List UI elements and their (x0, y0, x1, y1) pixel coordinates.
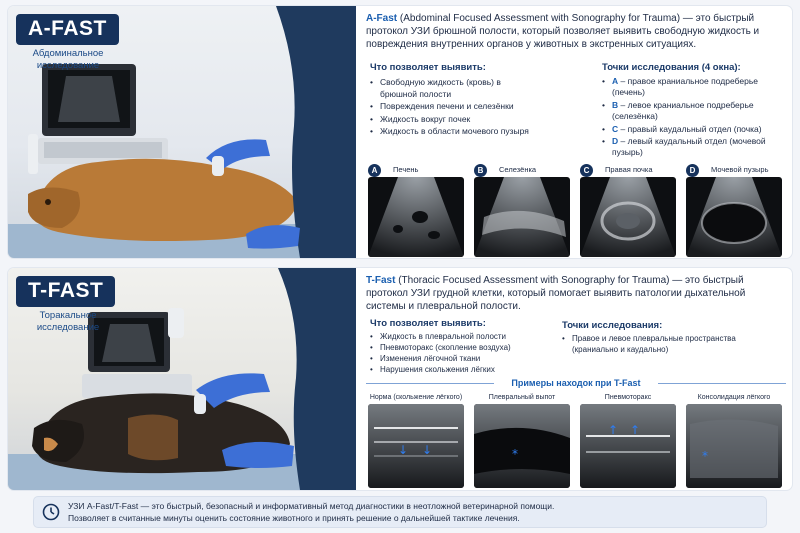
tfast-content (366, 268, 786, 490)
list-item: • Повреждения печени и селезёнки (370, 100, 580, 112)
afast-panel (8, 6, 792, 258)
ultrasound-image (580, 404, 676, 488)
footer-text (68, 500, 554, 524)
tfast-points-heading: Точки исследования: (562, 320, 663, 331)
svg-text:*: * (512, 447, 518, 461)
afast-detect-list (370, 76, 580, 137)
tfast-image-pneumothorax: Пневмоторакс ↑ ↑ (580, 392, 676, 488)
afast-image-liver: A Печень (368, 163, 464, 257)
tfast-intro-term: T-Fast (366, 275, 396, 286)
badge-c: C (580, 164, 593, 177)
badge-b: B (474, 164, 487, 177)
footer-note (34, 497, 766, 527)
clock-icon (42, 503, 60, 521)
ultrasound-image (368, 404, 464, 488)
list-item: • Жидкость в плевральной полости (370, 331, 570, 342)
afast-content (366, 6, 786, 258)
afast-detect-heading: Что позволяет выявить: (370, 62, 486, 73)
ultrasound-image (686, 404, 782, 488)
tfast-photo (8, 268, 356, 490)
afast-intro-term: A-Fast (366, 13, 398, 24)
badge-a: A (368, 164, 381, 177)
tfast-image-normal: Норма (скольжение лёгкого) ↓ ↓ (368, 392, 464, 488)
list-item: • D – левый каудальный отдел (мочевой пузырь) (602, 136, 782, 159)
tfast-subtitle: Торакальное исследование (36, 310, 100, 333)
tfast-intro-text: (Thoracic Focused Assessment with Sonography for Trauma) — это быстрый протокол УЗИ грудной клетки, который помогает выявить патологии дыхательной системы и плевральной полости. (366, 275, 746, 312)
svg-text:↑: ↑ (608, 423, 619, 437)
list-item: • C – правый каудальный отдел (почка) (602, 124, 782, 135)
afast-photo (8, 6, 356, 258)
afast-intro (366, 12, 784, 51)
list-item: • Правое и левое плевральные пространства (краниально и каудально) (562, 333, 762, 355)
tfast-examples-title: Примеры находок при T-Fast (511, 378, 641, 388)
list-item: • Изменения лёгочной ткани (370, 353, 570, 364)
tfast-panel (8, 268, 792, 490)
ultrasound-image (686, 177, 782, 257)
afast-points-heading: Точки исследования (4 окна): (602, 62, 741, 73)
footer-line-1: УЗИ A-Fast/T-Fast — это быстрый, безопасный и информативный метод диагностики в неотложной ветеринарной помощи. (68, 501, 555, 511)
ultrasound-image (474, 404, 570, 488)
list-item: • Пневмоторакс (скопление воздуха) (370, 342, 570, 353)
tfast-image-effusion: Плевральный выпот * (474, 392, 570, 488)
afast-image-spleen: B Селезёнка (474, 163, 570, 257)
list-item: • Жидкость вокруг почек (370, 113, 580, 125)
tfast-points-list (562, 333, 762, 356)
afast-points-list (602, 76, 782, 160)
svg-text:↓: ↓ (422, 443, 433, 457)
tfast-intro (366, 274, 784, 313)
afast-image-right-kidney: C Правая почка (580, 163, 676, 257)
afast-image-bladder: D Мочевой пузырь (686, 163, 782, 257)
tfast-detect-heading: Что позволяет выявить: (370, 318, 486, 329)
tfast-title-badge: T-FAST (16, 276, 115, 307)
list-item: • B – левое краниальное подреберье (селезёнка) (602, 100, 782, 123)
afast-title-badge: A-FAST (16, 14, 119, 45)
list-item: • Свободную жидкость (кровь) в брюшной полости (370, 76, 510, 100)
ultrasound-image (580, 177, 676, 257)
list-item: • Жидкость в области мочевого пузыря (370, 125, 580, 137)
svg-text:↓: ↓ (398, 443, 409, 457)
list-item: • A – правое краниальное подреберье (печень) (602, 76, 782, 99)
tfast-detect-list (370, 331, 570, 375)
afast-subtitle: Абдоминальное исследование (32, 48, 104, 71)
tfast-examples-header (366, 376, 786, 390)
tfast-image-consolidation: Консолидация лёгкого * (686, 392, 782, 488)
svg-text:*: * (702, 449, 708, 463)
list-item: • Нарушения скольжения лёгких (370, 364, 570, 375)
ultrasound-image (474, 177, 570, 257)
footer-line-2: Позволяет в считанные минуты оценить состояние животного и принять решение о дальнейшей тактике лечения. (68, 513, 520, 523)
ultrasound-image (368, 177, 464, 257)
badge-d: D (686, 164, 699, 177)
afast-intro-text: (Abdominal Focused Assessment with Sonography for Trauma) — это быстрый протокол УЗИ брюшной полости, который позволяет выявить свободную жидкость и повреждения внутренних органов у животных в экстренных ситуациях. (366, 13, 760, 50)
svg-text:↑: ↑ (630, 423, 641, 437)
